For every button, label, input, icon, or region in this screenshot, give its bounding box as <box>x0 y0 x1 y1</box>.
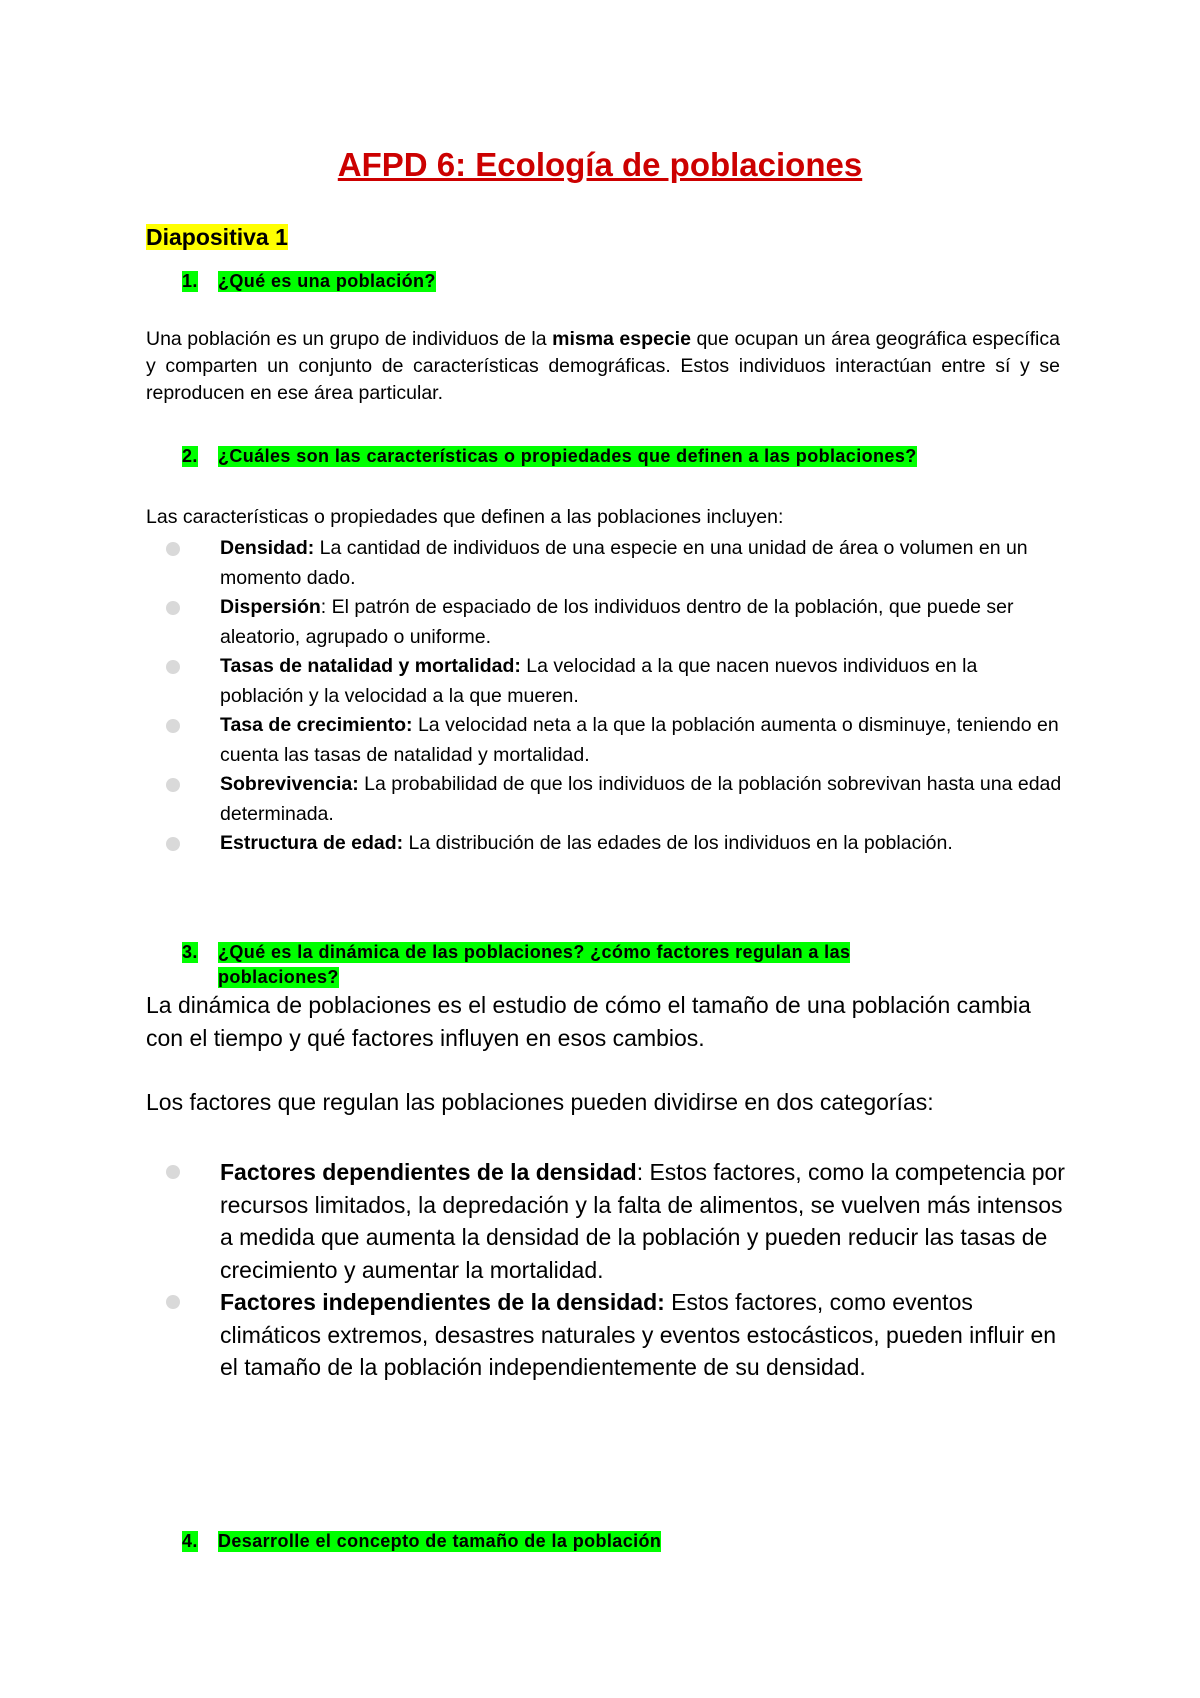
property-description: La distribución de las edades de los individuos en la población. <box>403 832 953 854</box>
answer-1-bold-term: misma especie <box>552 328 691 350</box>
list-item <box>146 1156 1066 1286</box>
property-term: Sobrevivencia: <box>220 773 359 795</box>
bullet-icon <box>166 837 180 851</box>
property-term: Tasa de crecimiento: <box>220 714 413 736</box>
property-description: La cantidad de individuos de una especie en una unidad de área o volumen en un momento dado. <box>220 537 1028 589</box>
property-description: La probabilidad de que los individuos de la población sobrevivan hasta una edad determinada. <box>220 773 1062 825</box>
factors-list <box>146 1156 1066 1384</box>
question-text: Desarrolle el concepto de tamaño de la población <box>218 1531 662 1551</box>
answer-1-text-end: que ocupan un área geográfica específica y comparten un conjunto de características demográficas. Estos individuos interactúan entre sí y se reproducen en ese área particular. <box>146 328 1060 404</box>
list-item <box>146 770 1066 829</box>
question-text-line-2: poblaciones? <box>218 967 339 987</box>
property-term: Dispersión <box>220 596 321 618</box>
factor-term: Factores dependientes de la densidad <box>220 1159 637 1185</box>
list-item <box>146 534 1066 593</box>
list-item <box>146 593 1066 652</box>
list-item <box>146 652 1066 711</box>
slide-label <box>146 224 288 251</box>
question-number: 3. <box>182 942 198 962</box>
bullet-icon <box>166 778 180 792</box>
bullet-icon <box>166 719 180 733</box>
list-item <box>146 1286 1066 1384</box>
question-number: 1. <box>182 271 198 291</box>
bullet-icon <box>166 542 180 556</box>
question-text: ¿Qué es una población? <box>218 271 436 291</box>
page-title: AFPD 6: Ecología de poblaciones <box>337 146 863 183</box>
property-term: Estructura de edad: <box>220 832 404 854</box>
property-description: La velocidad a la que nacen nuevos individuos en la población y la velocidad a la que mueren. <box>220 655 978 707</box>
factors-intro: Los factores que regulan las poblaciones pueden dividirse en dos categorías: <box>146 1089 934 1115</box>
answer-1-paragraph <box>146 326 1060 407</box>
property-description: La velocidad neta a la que la población aumenta o disminuye, teniendo en cuenta las tasas de natalidad y mortalidad. <box>220 714 1059 766</box>
question-text: ¿Cuáles son las características o propiedades que definen a las poblaciones? <box>218 446 917 466</box>
question-number: 4. <box>182 1531 198 1551</box>
bullet-icon <box>166 601 180 615</box>
factor-description: : Estos factores, como la competencia por recursos limitados, la depredación y la falta de alimentos, se vuelven más intensos a medida que aumenta la densidad de la población y pueden reducir las tasas de crecimiento y aumentar la mortalidad. <box>220 1159 1065 1283</box>
bullet-icon <box>166 660 180 674</box>
answer-3-paragraph: La dinámica de poblaciones es el estudio de cómo el tamaño de una población cambia con el tiempo y qué factores influyen en esos cambios. <box>146 992 1031 1051</box>
answer-1-text-start: Una población es un grupo de individuos de la <box>146 328 553 350</box>
property-term: Tasas de natalidad y mortalidad: <box>220 655 521 677</box>
factor-term: Factores independientes de la densidad: <box>220 1289 665 1315</box>
question-text-line-1: ¿Qué es la dinámica de las poblaciones? ¿cómo factores regulan a las <box>218 942 851 962</box>
slide-label-text: Diapositiva 1 <box>146 224 288 250</box>
answer-2-intro: Las características o propiedades que definen a las poblaciones incluyen: <box>146 506 784 528</box>
list-item <box>146 829 1066 859</box>
bullet-icon <box>166 1295 180 1309</box>
properties-list <box>146 534 1066 859</box>
property-term: Densidad: <box>220 537 315 559</box>
bullet-icon <box>166 1165 180 1179</box>
factor-description: Estos factores, como eventos climáticos extremos, desastres naturales y eventos estocásticos, pueden influir en el tamaño de la población independientemente de su densidad. <box>220 1289 1057 1380</box>
property-description: : El patrón de espaciado de los individuos dentro de la población, que puede ser aleatorio, agrupado o uniforme. <box>220 596 1014 648</box>
question-number: 2. <box>182 446 198 466</box>
list-item <box>146 711 1066 770</box>
